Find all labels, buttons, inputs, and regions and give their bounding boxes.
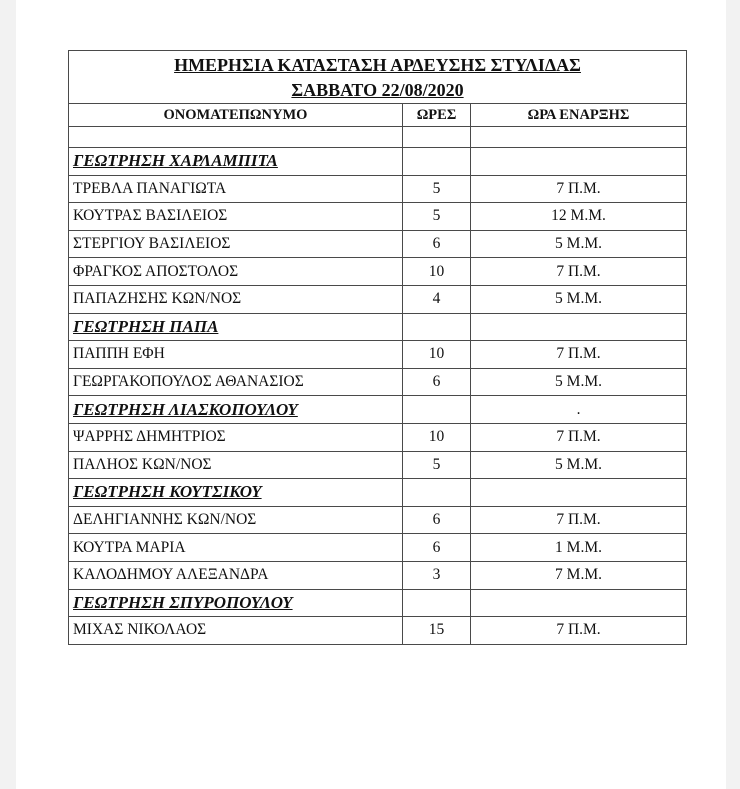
person-name: ΠΑΠΠΗ ΕΦΗ (69, 341, 403, 369)
section-title: ΓΕΩΤΡΗΣΗ ΚΟΥΤΣΙΚΟΥ (69, 479, 403, 507)
section-note (471, 313, 687, 341)
hours-value: 4 (403, 285, 471, 313)
person-name: ΚΟΥΤΡΑ ΜΑΡΙΑ (69, 534, 403, 562)
start-time-value: 5 Μ.Μ. (471, 451, 687, 479)
start-time-value: 7 Π.Μ. (471, 175, 687, 203)
section-note: . (471, 396, 687, 424)
start-time-value: 5 Μ.Μ. (471, 230, 687, 258)
spacer-row (69, 127, 687, 148)
hours-value: 6 (403, 368, 471, 396)
hours-value: 6 (403, 534, 471, 562)
person-name: ΚΟΥΤΡΑΣ ΒΑΣΙΛΕΙΟΣ (69, 203, 403, 231)
table-row (69, 561, 687, 589)
header-name: ΟΝΟΜΑΤΕΠΩΝΥΜΟ (69, 104, 403, 127)
start-time-value: 5 Μ.Μ. (471, 285, 687, 313)
hours-value: 10 (403, 258, 471, 286)
section-row (69, 148, 687, 176)
section-title: ΓΕΩΤΡΗΣΗ ΧΑΡΛΑΜΠΙΤΑ (69, 148, 403, 176)
start-time-value: 1 Μ.Μ. (471, 534, 687, 562)
person-name: ΠΑΠΑΖΗΣΗΣ ΚΩΝ/ΝΟΣ (69, 285, 403, 313)
header-start-time: ΩΡΑ ΕΝΑΡΞΗΣ (471, 104, 687, 127)
section-row (69, 479, 687, 507)
title-line-1: ΗΜΕΡΗΣΙΑ ΚΑΤΑΣΤΑΣΗ ΑΡΔΕΥΣΗΣ ΣΤΥΛΙΔΑΣ (174, 55, 581, 75)
hours-value: 3 (403, 561, 471, 589)
document-page (16, 0, 726, 789)
start-time-value: 7 Π.Μ. (471, 258, 687, 286)
table-row (69, 423, 687, 451)
header-row (69, 104, 687, 127)
person-name: ΓΕΩΡΓΑΚΟΠΟΥΛΟΣ ΑΘΑΝΑΣΙΟΣ (69, 368, 403, 396)
section-row (69, 396, 687, 424)
irrigation-schedule-table (68, 50, 687, 645)
table-row (69, 451, 687, 479)
person-name: ΣΤΕΡΓΙΟΥ ΒΑΣΙΛΕΙΟΣ (69, 230, 403, 258)
hours-value: 5 (403, 451, 471, 479)
person-name: ΜΙΧΑΣ ΝΙΚΟΛΑΟΣ (69, 617, 403, 645)
hours-value: 6 (403, 230, 471, 258)
person-name: ΚΑΛΟΔΗΜΟΥ ΑΛΕΞΑΝΔΡΑ (69, 561, 403, 589)
person-name: ΤΡΕΒΛΑ ΠΑΝΑΓΙΩΤΑ (69, 175, 403, 203)
hours-value: 15 (403, 617, 471, 645)
table-body (69, 148, 687, 645)
start-time-value: 7 Π.Μ. (471, 506, 687, 534)
section-row (69, 313, 687, 341)
person-name: ΨΑΡΡΗΣ ΔΗΜΗΤΡΙΟΣ (69, 423, 403, 451)
hours-value: 6 (403, 506, 471, 534)
person-name: ΔΕΛΗΓΙΑΝΝΗΣ ΚΩΝ/ΝΟΣ (69, 506, 403, 534)
title-row (69, 51, 687, 104)
start-time-value: 7 Π.Μ. (471, 423, 687, 451)
section-title: ΓΕΩΤΡΗΣΗ ΣΠΥΡΟΠΟΥΛΟΥ (69, 589, 403, 617)
table-row (69, 285, 687, 313)
hours-value: 10 (403, 423, 471, 451)
start-time-value: 7 Π.Μ. (471, 341, 687, 369)
document-title (69, 51, 687, 104)
table-row (69, 203, 687, 231)
section-note (471, 589, 687, 617)
start-time-value: 7 Π.Μ. (471, 617, 687, 645)
section-title: ΓΕΩΤΡΗΣΗ ΠΑΠΑ (69, 313, 403, 341)
section-note (471, 479, 687, 507)
start-time-value: 7 Μ.Μ. (471, 561, 687, 589)
table-row (69, 368, 687, 396)
person-name: ΦΡΑΓΚΟΣ ΑΠΟΣΤΟΛΟΣ (69, 258, 403, 286)
title-line-2: ΣΑΒΒΑΤΟ 22/08/2020 (291, 80, 464, 100)
table-row (69, 506, 687, 534)
hours-value: 5 (403, 203, 471, 231)
section-title: ΓΕΩΤΡΗΣΗ ΛΙΑΣΚΟΠΟΥΛΟΥ (69, 396, 403, 424)
header-hours: ΩΡΕΣ (403, 104, 471, 127)
table-row (69, 258, 687, 286)
table-row (69, 175, 687, 203)
table-row (69, 617, 687, 645)
section-row (69, 589, 687, 617)
hours-value: 10 (403, 341, 471, 369)
start-time-value: 5 Μ.Μ. (471, 368, 687, 396)
table-row (69, 534, 687, 562)
table-row (69, 341, 687, 369)
start-time-value: 12 Μ.Μ. (471, 203, 687, 231)
table-row (69, 230, 687, 258)
section-note (471, 148, 687, 176)
hours-value: 5 (403, 175, 471, 203)
person-name: ΠΑΛΗΟΣ ΚΩΝ/ΝΟΣ (69, 451, 403, 479)
